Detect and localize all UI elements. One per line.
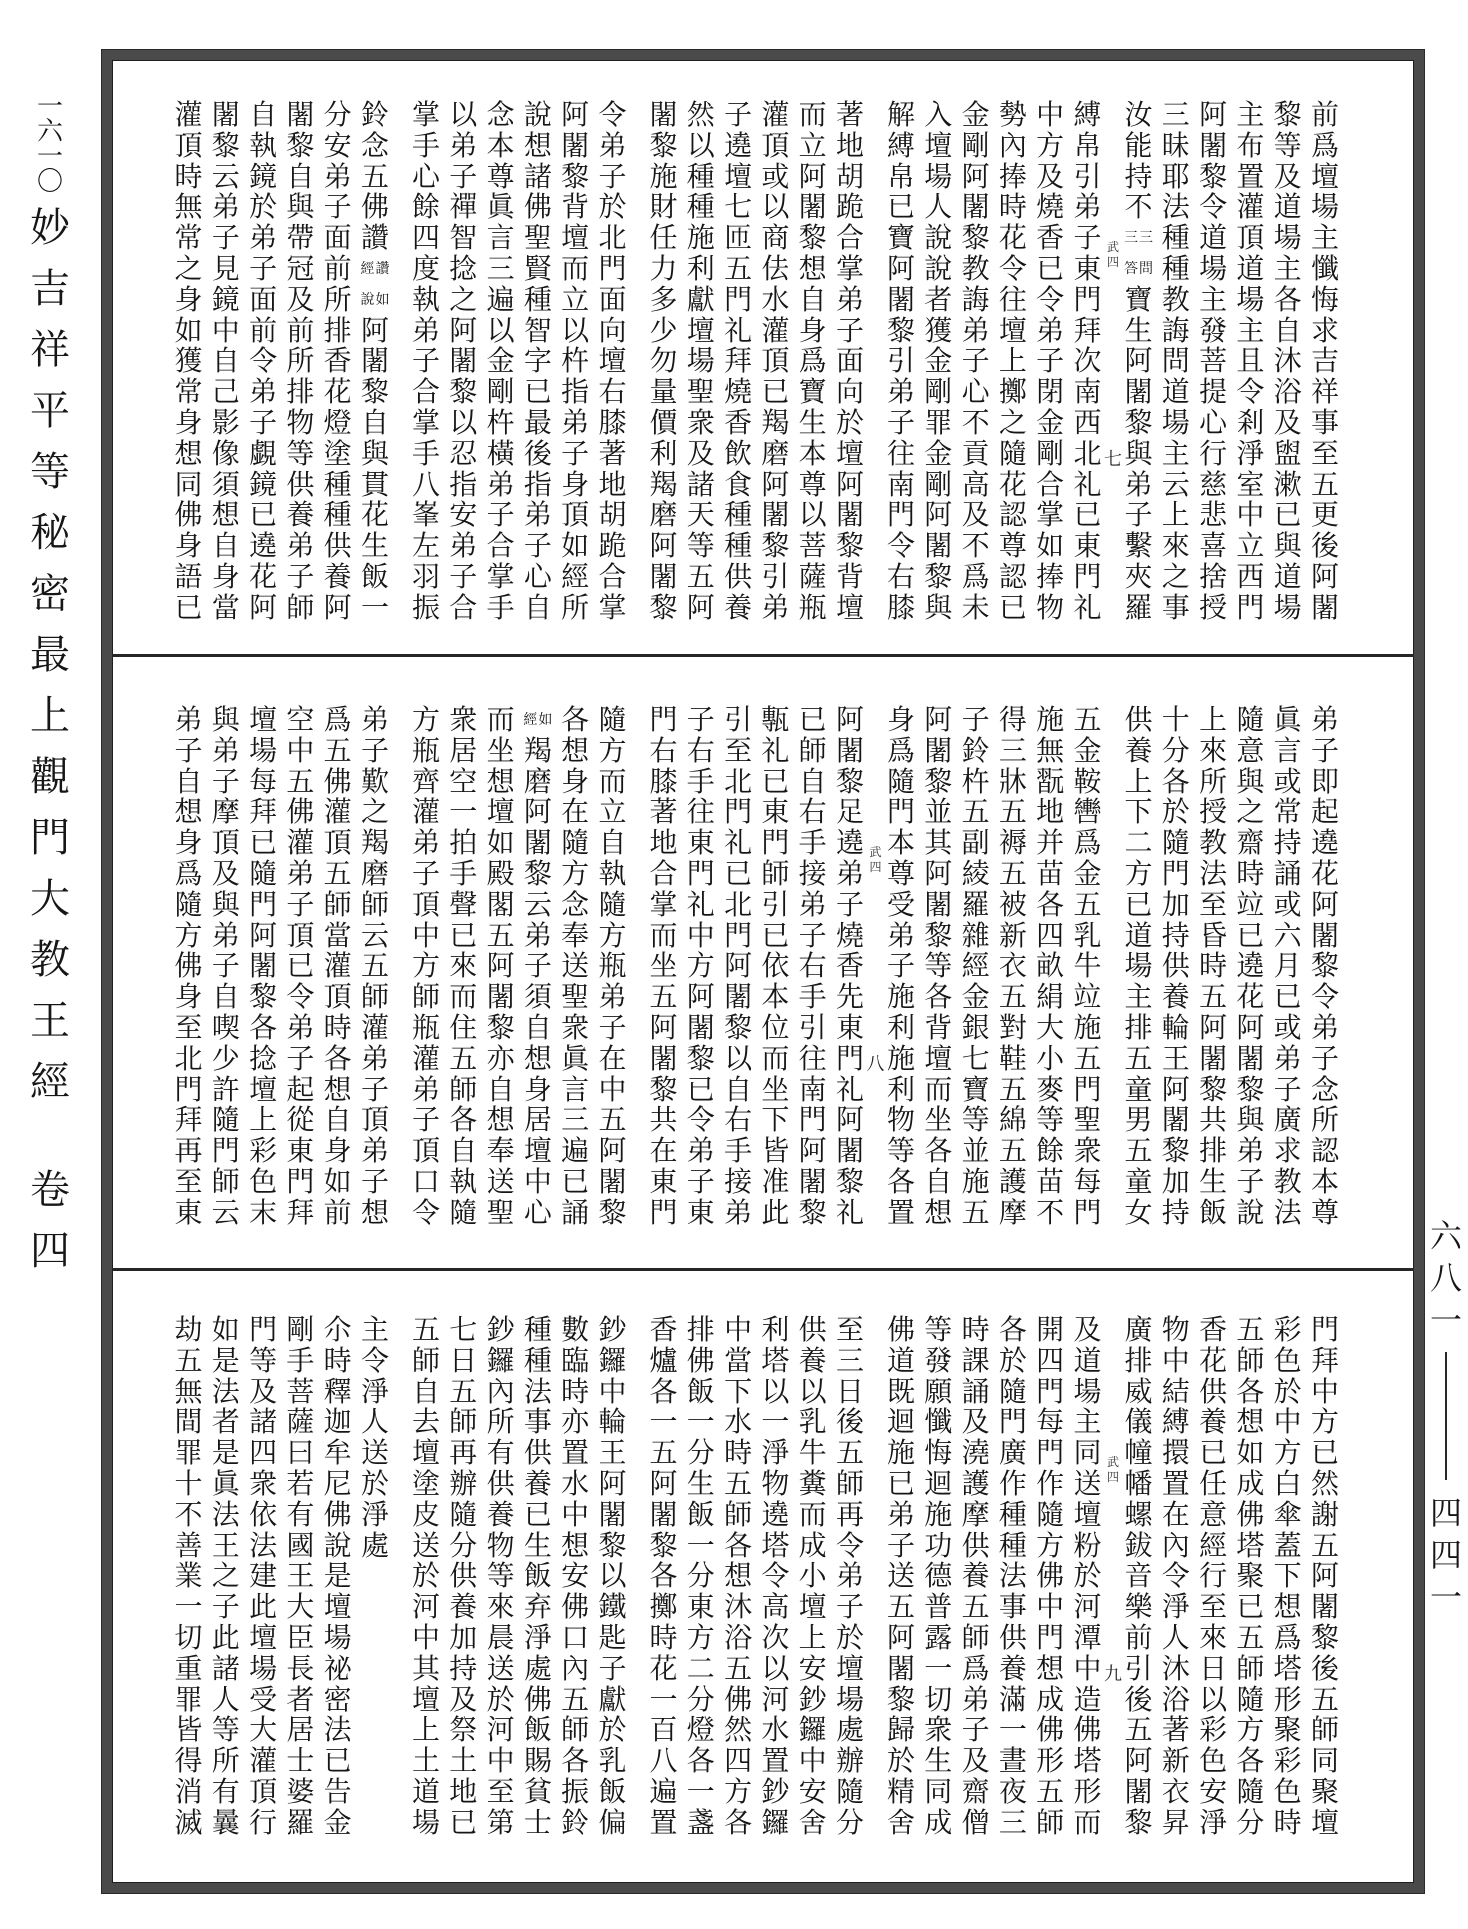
column-text: 阿闍黎自與貫花生飯一 bbox=[360, 313, 389, 624]
column-text: 壇場每拜已隨門阿闍黎各捻壇上彩色末 bbox=[249, 703, 278, 1229]
column-text: 五師各想如成佛塔聚已五師隨方各隨分 bbox=[1236, 1313, 1265, 1839]
page-number-separator bbox=[1445, 1352, 1447, 1480]
column-text: 令弟子於北門面向壇右膝著地胡跪合掌 bbox=[598, 98, 627, 624]
column-text: 物中結縛擐置在內令淨人沐浴著新衣昇 bbox=[1161, 1313, 1190, 1839]
text-column bbox=[998, 705, 1028, 1229]
text-column bbox=[1310, 1315, 1340, 1839]
column-text: 而坐想壇如殿閣五阿闍黎亦自想奉送聖 bbox=[486, 703, 515, 1229]
column-text: 至三日後五師再令弟子於壇場處辦隨分 bbox=[835, 1313, 864, 1839]
column-text: 及道場主同送壇粉於河潭中造佛塔形而 bbox=[1073, 1313, 1102, 1839]
column-text: 彩色於中方白傘蓋下想爲塔形聚彩色時 bbox=[1273, 1313, 1302, 1839]
text-column bbox=[411, 100, 441, 624]
text-column bbox=[360, 705, 390, 1229]
text-column bbox=[723, 705, 753, 1229]
column-text: 五金鞍轡爲金五乳牛竝施五門聖衆每門 bbox=[1073, 703, 1102, 1229]
text-column bbox=[523, 705, 553, 1229]
column-text: 衆居空一拍手聲已來而住五師各自執隨 bbox=[449, 703, 478, 1229]
text-number: 一六一〇 bbox=[36, 92, 63, 197]
text-column bbox=[523, 1315, 553, 1839]
column-text: 入壇場人說說者獲金剛罪金剛阿闍黎與 bbox=[924, 98, 953, 624]
column-text: 灌頂時無常之身如獲常身想同佛身語已 bbox=[174, 98, 203, 624]
text-column bbox=[486, 705, 516, 1229]
column-text: 主布置灌頂道場主且令剎淨室中立西門 bbox=[1236, 98, 1265, 624]
column-text: 廣排威儀幢幡螺鈸音樂前引後五阿闍黎 bbox=[1124, 1313, 1153, 1839]
column-text: 阿闍黎令道場主發菩提心行慈悲喜捨授 bbox=[1199, 98, 1228, 624]
column-text: 黎等及道場主各自沐浴及盥漱已與道場 bbox=[1273, 98, 1302, 624]
text-column bbox=[1035, 1315, 1065, 1839]
text-column bbox=[798, 705, 828, 1229]
column-text: 念本尊眞言三遍以金剛杵橫弟子合掌手 bbox=[486, 98, 515, 624]
column-text: 隨意與之齋時竝已遶花阿闍黎與弟子說 bbox=[1236, 703, 1265, 1229]
column-text: 十分各於隨門加持供養輪王阿闍黎加持 bbox=[1161, 703, 1190, 1229]
text-column bbox=[1198, 705, 1228, 1229]
text-column bbox=[798, 100, 828, 624]
text-column bbox=[411, 705, 441, 1229]
text-column bbox=[598, 100, 628, 624]
text-column bbox=[1073, 1315, 1103, 1839]
column-text: 數臨時亦置水中想安佛口內五師各振鈴 bbox=[561, 1313, 590, 1839]
column-text: 闍黎施財任力多少勿量價利羯磨阿闍黎 bbox=[649, 98, 678, 624]
text-column bbox=[598, 705, 628, 1229]
column-text: 子遶壇七匝五門礼拜燒香飲食種種供養 bbox=[724, 98, 753, 624]
text-column bbox=[686, 100, 716, 624]
text-column bbox=[1161, 100, 1191, 624]
column-text: 剛手菩薩曰若有國王大臣長者居士婆羅 bbox=[286, 1313, 315, 1839]
text-column bbox=[760, 705, 790, 1229]
text-column bbox=[448, 705, 478, 1229]
column-text: 引至北門礼已北門阿闍黎以自右手接弟 bbox=[724, 703, 753, 1229]
column-text: 七日五師再辦隨分供養加持及祭土地已 bbox=[449, 1313, 478, 1839]
text-column bbox=[723, 1315, 753, 1839]
text-column bbox=[1161, 1315, 1191, 1839]
leaf-number: 九 bbox=[1104, 1664, 1122, 1685]
text-column bbox=[174, 100, 204, 624]
text-column bbox=[560, 100, 590, 624]
text-column bbox=[835, 100, 865, 624]
column-text: 阿闍黎足遶弟子燒香先東門礼阿闍黎礼 bbox=[835, 703, 864, 1229]
column-text: 各於隨門廣作種種法事供養滿一晝夜三 bbox=[998, 1313, 1027, 1839]
text-column bbox=[923, 1315, 953, 1839]
text-column bbox=[411, 1315, 441, 1839]
column-text: 各想身在隨方念奉送聖衆眞言三遍已誦 bbox=[561, 703, 590, 1229]
column-text: 掌手心餘四度執弟子合掌手八峯左羽振 bbox=[411, 98, 440, 624]
column-text: 而立阿闍黎想自身爲寶生本尊以菩薩瓶 bbox=[798, 98, 827, 624]
column-text: 眞言或常持誦或六月已或弟子廣求教法 bbox=[1273, 703, 1302, 1229]
column-text: 等發願懺悔迴施功德普露一切衆生同成 bbox=[924, 1313, 953, 1839]
column-text: 香花供養已任意經行至來日以彩色安淨 bbox=[1199, 1313, 1228, 1839]
text-column bbox=[835, 1315, 865, 1839]
text-column bbox=[686, 705, 716, 1229]
text-column bbox=[1073, 705, 1103, 1229]
text-column bbox=[760, 1315, 790, 1839]
text-column bbox=[598, 1315, 628, 1839]
column-text: 香爐各一五阿闍黎各擲時花一百八遍置 bbox=[649, 1313, 678, 1839]
text-column bbox=[174, 1315, 204, 1839]
text-column bbox=[523, 100, 553, 624]
column-text: 鈔鑼中輪王阿闍黎以鐵匙子獻於乳飯偏 bbox=[598, 1313, 627, 1839]
column-text: 五師自去壇塗皮送於河中其壇上土道場 bbox=[411, 1313, 440, 1839]
column-text: 阿闍黎並其阿闍黎等各背壇而坐各自想 bbox=[924, 703, 953, 1229]
text-column bbox=[360, 100, 390, 624]
column-text: 門拜中方已然謝五阿闍黎後五師同聚壇 bbox=[1310, 1313, 1339, 1839]
text-column bbox=[211, 705, 241, 1229]
column-text: 方瓶齊灌弟子頂中方師瓶灌弟子頂口令 bbox=[411, 703, 440, 1229]
column-text: 解縛帛已寶阿闍黎引弟子往南門令右膝 bbox=[886, 98, 915, 624]
fascicle-label: 卷四 bbox=[30, 1167, 70, 1274]
column-text: 上來所授教法至昏時五阿闍黎共排生飯 bbox=[1199, 703, 1228, 1229]
column-text: 已師自右手接弟子右手引往南門阿闍黎 bbox=[798, 703, 827, 1229]
text-column bbox=[998, 1315, 1028, 1839]
text-column bbox=[1035, 100, 1065, 624]
column-text: 開四門每門作隨方佛中門想成佛形五師 bbox=[1036, 1313, 1065, 1839]
text-column bbox=[649, 100, 679, 624]
column-text: 阿闍黎背壇而立以杵指弟子身頂如經所 bbox=[561, 98, 590, 624]
text-column bbox=[211, 100, 241, 624]
column-text: 灌頂或以商佉水灌頂已羯磨阿闍黎引弟 bbox=[761, 98, 790, 624]
text-column bbox=[1273, 705, 1303, 1229]
column-text: 鈔鑼內所有供養物等來晨送於河中至第 bbox=[486, 1313, 515, 1839]
column-text: 供養以乳牛糞而成小壇上安鈔鑼中安舍 bbox=[798, 1313, 827, 1839]
text-column bbox=[285, 1315, 315, 1839]
text-column bbox=[1161, 705, 1191, 1229]
register-bottom bbox=[112, 1271, 1414, 1883]
column-text: 如是法者是眞法王之子此諸人等所有曩 bbox=[211, 1313, 240, 1839]
column-text: 爲五佛灌頂五師當灌頂時各想自身如前 bbox=[323, 703, 352, 1229]
column-text: 身爲隨門本尊受弟子施利施利物等各置 bbox=[886, 703, 915, 1229]
column-text: 縛帛引弟子東門拜次南西北礼已東門礼 bbox=[1073, 98, 1102, 624]
text-column bbox=[560, 1315, 590, 1839]
text-column bbox=[1198, 1315, 1228, 1839]
text-column bbox=[323, 705, 353, 1229]
text-column bbox=[1035, 705, 1065, 1229]
text-column bbox=[961, 705, 991, 1229]
column-text: 鈴念五佛讚 bbox=[360, 98, 389, 255]
column-text: 弟子即起遶花阿闍黎令弟子念所認本尊 bbox=[1310, 703, 1339, 1229]
interlinear-note bbox=[1124, 223, 1154, 285]
column-text: 子鈴杵五副綾羅雜經金銀七寶等並施五 bbox=[961, 703, 990, 1229]
text-column bbox=[1310, 705, 1340, 1229]
note-right-line: 如 bbox=[538, 712, 553, 728]
column-text: 施無翫地并苗各四畝絹大小麥等餘苗不 bbox=[1036, 703, 1065, 1229]
note-left-line: 經 bbox=[523, 712, 538, 728]
column-text: 中當下水時五師各想沐浴五佛然四方各 bbox=[724, 1313, 753, 1839]
text-column bbox=[1198, 100, 1228, 624]
text-column bbox=[723, 100, 753, 624]
text-column bbox=[961, 100, 991, 624]
text-column bbox=[649, 1315, 679, 1839]
column-text: 中方及燒香已令弟子閉金剛合掌如捧物 bbox=[1036, 98, 1065, 624]
text-column bbox=[285, 100, 315, 624]
text-column bbox=[998, 100, 1028, 624]
note-right-line: 讚如 bbox=[375, 260, 390, 308]
column-text: 主令淨人送於淨處 bbox=[360, 1313, 389, 1562]
column-text: 尒時釋迦牟尼佛說是壇場祕密法已告金 bbox=[323, 1313, 352, 1839]
leaf-number: 八 bbox=[866, 1054, 885, 1075]
text-column bbox=[448, 100, 478, 624]
text-column bbox=[448, 1315, 478, 1839]
text-column bbox=[1124, 100, 1154, 624]
column-text: 供養上下二方已道場主排五童男五童女 bbox=[1124, 703, 1153, 1229]
text-column bbox=[323, 100, 353, 624]
column-text: 寶生阿闍黎與弟子繫夾羅 bbox=[1124, 282, 1153, 624]
text-column bbox=[686, 1315, 716, 1839]
text-column bbox=[174, 705, 204, 1229]
text-column bbox=[486, 1315, 516, 1839]
column-text: 金剛阿闍黎教誨弟子心不貢高及不爲未 bbox=[961, 98, 990, 624]
column-text: 然以種種施利獻壇場聖衆及諸天等五阿 bbox=[686, 98, 715, 624]
column-text: 前爲壇場主懺悔求吉祥事至五更後阿闍 bbox=[1310, 98, 1339, 624]
column-text: 子右手往東門礼中方阿闍黎已令弟子東 bbox=[686, 703, 715, 1229]
column-text: 門右膝著地合掌而坐五阿闍黎共在東門 bbox=[649, 703, 678, 1229]
interlinear-note bbox=[523, 705, 553, 736]
column-text: 弟子歎之羯磨師云五師灌弟子頂弟子想 bbox=[360, 703, 389, 1229]
column-text: 著地胡跪合掌弟子面向於壇阿闍黎背壇 bbox=[835, 98, 864, 624]
text-column bbox=[798, 1315, 828, 1839]
block-case-mark: 武四 bbox=[869, 845, 882, 874]
text-column bbox=[248, 1315, 278, 1839]
text-column bbox=[285, 705, 315, 1229]
text-column bbox=[1310, 100, 1340, 624]
text-column bbox=[886, 1315, 916, 1839]
column-text: 佛道既迴施已弟子送五阿闍黎歸於精舍 bbox=[886, 1313, 915, 1839]
text-column bbox=[560, 705, 590, 1229]
page-number: 四四一 bbox=[1429, 1494, 1462, 1616]
text-column bbox=[649, 705, 679, 1229]
column-text: 隨方而立自執隨方瓶弟子在中五阿闍黎 bbox=[598, 703, 627, 1229]
column-text: 甎礼已東門師引已依本位而坐下皆准此 bbox=[761, 703, 790, 1229]
text-column bbox=[1273, 1315, 1303, 1839]
text-column bbox=[360, 1315, 390, 1561]
column-text: 勢內捧時花令往壇上擲之隨花認尊認已 bbox=[998, 98, 1027, 624]
interlinear-note bbox=[360, 254, 390, 316]
note-right-line: 三問 bbox=[1139, 230, 1153, 277]
column-text: 說想諸佛聖賢種智字已最後指弟子心自 bbox=[523, 98, 552, 624]
column-text: 排佛飯一分生飯一分東方二分燈各一盞 bbox=[686, 1313, 715, 1839]
text-column bbox=[1273, 100, 1303, 624]
column-text: 闍黎云弟子見鏡中自己影像須想自身當 bbox=[211, 98, 240, 624]
text-column bbox=[1124, 1315, 1154, 1839]
text-column bbox=[486, 100, 516, 624]
text-column bbox=[1235, 1315, 1265, 1839]
text-column bbox=[1235, 705, 1265, 1229]
text-column bbox=[1124, 705, 1154, 1229]
leaf-number: 七 bbox=[1104, 449, 1122, 470]
text-column bbox=[211, 1315, 241, 1839]
column-text: 劫五無間罪十不善業一切重罪皆得消滅 bbox=[174, 1313, 203, 1839]
column-text: 以弟子禪智捻之阿闍黎以忍指安弟子合 bbox=[449, 98, 478, 624]
note-left-line: 經說 bbox=[360, 260, 375, 308]
text-column bbox=[248, 100, 278, 624]
column-text: 門等及諸四衆依法建此壇場受大灌頂行 bbox=[249, 1313, 278, 1839]
column-text: 三昧耶法種種教誨問道場主云上來之事 bbox=[1161, 98, 1190, 624]
text-column bbox=[923, 100, 953, 624]
register-top bbox=[112, 60, 1414, 654]
block-case-mark: 武四 bbox=[1106, 240, 1119, 269]
column-text: 分安弟子面前所排香花燈塗種種供養阿 bbox=[323, 98, 352, 624]
volume-number: 六八一 bbox=[1429, 1217, 1462, 1339]
text-column bbox=[248, 705, 278, 1229]
text-column bbox=[961, 1315, 991, 1839]
text-column bbox=[323, 1315, 353, 1839]
column-text: 時課誦及澆護摩供養五師爲弟子及齋僧 bbox=[961, 1313, 990, 1839]
text-column bbox=[886, 100, 916, 624]
column-text: 汝能持不 bbox=[1124, 98, 1153, 224]
text-column bbox=[1073, 100, 1103, 624]
column-text: 得三牀五褥五被新衣五對鞋五綿五護摩 bbox=[998, 703, 1027, 1229]
text-column bbox=[923, 705, 953, 1229]
column-text: 自執鏡於弟子面前令弟子覷鏡已遶花阿 bbox=[249, 98, 278, 624]
column-text: 利塔以一淨物遶塔令高次以河水置鈔鑼 bbox=[761, 1313, 790, 1839]
column-text: 弟子自想身爲隨方佛身至北門拜再至東 bbox=[174, 703, 203, 1229]
column-text: 空中五佛灌弟子頂已令弟子起從東門拜 bbox=[286, 703, 315, 1229]
column-text: 羯磨阿闍黎云弟子須自想身居壇中心 bbox=[523, 733, 552, 1229]
text-column bbox=[886, 705, 916, 1229]
text-column bbox=[835, 705, 865, 1229]
text-column bbox=[760, 100, 790, 624]
column-text: 種種法事供養已生飯弃淨處佛飯賜貧士 bbox=[523, 1313, 552, 1839]
sutra-title: 妙吉祥平等秘密最上觀門大教王經 bbox=[30, 205, 70, 1105]
column-text: 與弟子摩頂及與弟子自喫少許隨門師云 bbox=[211, 703, 240, 1229]
text-column bbox=[1235, 100, 1265, 624]
register-middle bbox=[112, 657, 1414, 1268]
column-text: 闍黎自與帶冠及前所排物等供養弟子師 bbox=[286, 98, 315, 624]
block-case-mark: 武四 bbox=[1106, 1455, 1119, 1484]
note-left-line: 三答 bbox=[1124, 230, 1138, 277]
